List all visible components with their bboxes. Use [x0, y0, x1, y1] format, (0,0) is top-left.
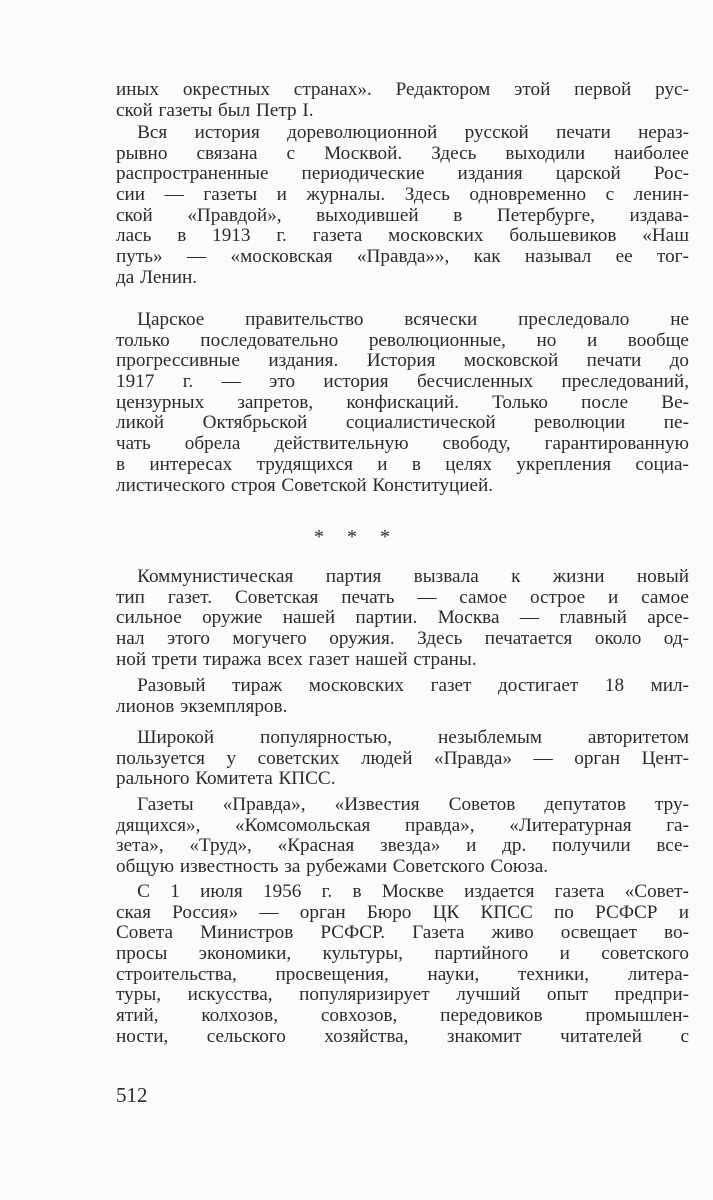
text-line: Газеты «Правда», «Известия Советов депутатов тру- — [137, 794, 689, 815]
text-line: пользуется у советских людей «Правда» — орган Цент- — [116, 747, 689, 769]
text-line: С 1 июля 1956 г. в Москве издается газета «Совет- — [137, 881, 689, 902]
text-line: в интересах трудящихся и в целях укрепления социа- — [116, 453, 689, 475]
page-number: 512 — [116, 1083, 148, 1107]
text-line: Вся история дореволюционной русской печати нераз- — [137, 122, 689, 143]
text-line: ности, сельского хозяйства, знакомит читателей с — [116, 1025, 689, 1047]
paragraph-newspapers-list — [116, 795, 689, 878]
text-line: строительства, просвещения, науки, техники, литера- — [116, 963, 689, 985]
text-line: просы экономики, культуры, партийного и советского — [116, 943, 689, 965]
text-line: дящихся», «Комсомольская правда», «Литературная га- — [116, 814, 689, 836]
paragraph-pravda — [116, 728, 689, 790]
text-line: ятий, колхозов, совхозов, передовиков промышлен- — [116, 1005, 689, 1027]
text-line: ской газеты был Петр I. — [116, 99, 314, 121]
text-line: Разовый тираж московских газет достигает 18 мил- — [137, 675, 689, 696]
text-line: сии — газеты и журналы. Здесь одновременно с ленин- — [116, 184, 689, 206]
text-line: путь» — «московская «Правда»», как называл ее тог- — [116, 246, 689, 268]
paragraph-moscow-press-history — [116, 123, 689, 289]
text-line: тип газет. Советская печать — самое острое и самое — [116, 586, 689, 608]
text-line: только последовательно революционные, но и вообще — [116, 329, 689, 351]
paragraph-continuation — [116, 80, 689, 121]
paragraph-soviet-press — [116, 567, 689, 670]
text-line: ской «Правдой», выходившей в Петербурге, издава- — [116, 204, 689, 226]
text-line: ликой Октябрьской социалистической революции пе- — [116, 412, 689, 434]
paragraph-sovetskaya-rossiya — [116, 882, 689, 1048]
text-line: чать обрела действительную свободу, гарантированную — [116, 433, 689, 455]
section-separator: * * * — [314, 526, 399, 548]
text-line: нал этого могучего оружия. Здесь печатается около од- — [116, 628, 689, 650]
paragraph-circulation — [116, 676, 689, 717]
text-line: ной трети тиража всех газет нашей страны. — [116, 648, 477, 670]
text-line: цензурных запретов, конфискаций. Только после Ве- — [116, 391, 689, 413]
text-line: листического строя Советской Конституцией. — [116, 474, 494, 496]
text-line: прогрессивные издания. История московской печати до — [116, 350, 689, 372]
text-line: туры, искусства, популяризирует лучший опыт предпри- — [116, 984, 689, 1006]
text-line: Совета Министров РСФСР. Газета живо освещает во- — [116, 922, 689, 944]
text-line: 1917 г. — это история бесчисленных преследований, — [116, 371, 689, 393]
text-line: Широкой популярностью, незыблемым авторитетом — [137, 727, 689, 748]
text-line: сильное оружие нашей партии. Москва — главный арсе- — [116, 607, 689, 629]
text-line: зета», «Труд», «Красная звезда» и др. получили все- — [116, 835, 689, 857]
paragraph-tsarist-censorship — [116, 310, 689, 496]
text-line: распространенные периодические издания царской Рос- — [116, 163, 689, 185]
text-line: ская Россия» — орган Бюро ЦК КПСС по РСФСР и — [116, 901, 689, 923]
text-line: рального Комитета КПСС. — [116, 768, 336, 790]
text-line: лась в 1913 г. газета московских большевиков «Наш — [116, 225, 689, 247]
text-line: лионов экземпляров. — [116, 695, 288, 717]
text-line: Коммунистическая партия вызвала к жизни новый — [137, 566, 689, 587]
text-line: общую известность за рубежами Советского Союза. — [116, 856, 549, 878]
text-line: рывно связана с Москвой. Здесь выходили наиболее — [116, 142, 689, 164]
text-line: да Ленин. — [116, 266, 198, 288]
text-line: иных окрестных странах». Редактором этой первой рус- — [116, 79, 689, 100]
text-line: Царское правительство всячески преследовало не — [137, 309, 689, 330]
